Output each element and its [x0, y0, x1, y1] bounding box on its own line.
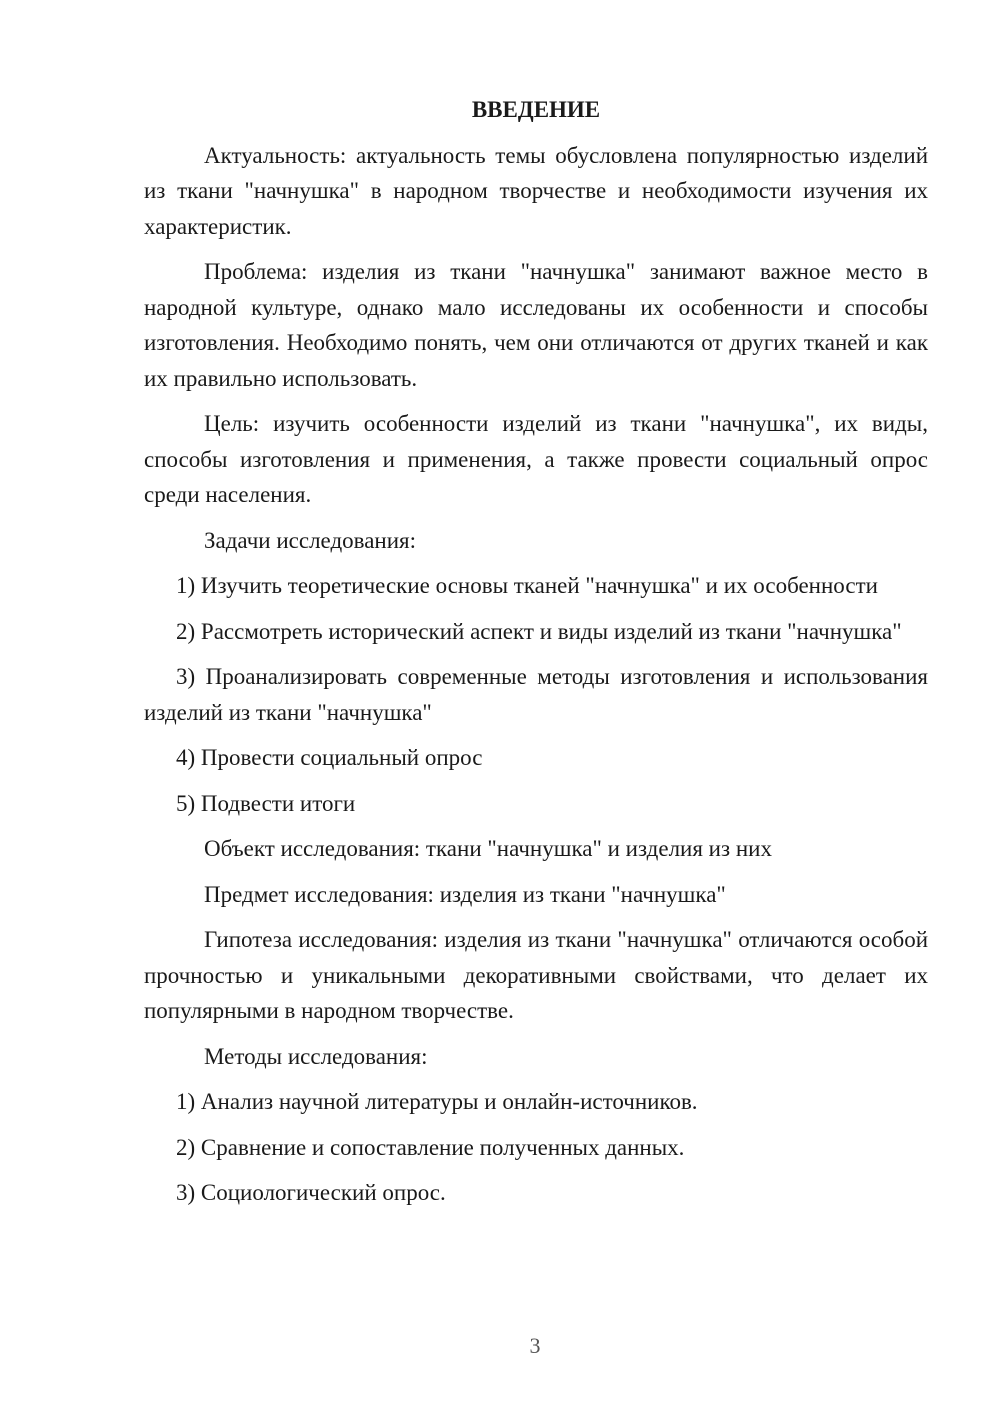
task-item-5: 5) Подвести итоги [176, 790, 356, 816]
paragraph-goal: Цель: изучить особенности изделий из ткани "начнушка", их виды, способы изготовления и применения, а также провести социальный опрос среди населения. [144, 411, 928, 507]
document-body [144, 92, 928, 1221]
paragraph-subject: Предмет исследования: изделия из ткани "начнушка" [204, 881, 726, 907]
paragraph-hypothesis: Гипотеза исследования: изделия из ткани "начнушка" отличаются особой прочностью и уникальными декоративными свойствами, что делает их популярными в народном творчестве. [144, 927, 928, 1023]
method-item-2: 2) Сравнение и сопоставление полученных данных. [176, 1134, 685, 1160]
paragraph-relevance: Актуальность: актуальность темы обусловлена популярностью изделий из ткани "начнушка" в народном творчестве и необходимости изучения их характеристик. [144, 142, 928, 239]
section-title: ВВЕДЕНИЕ [471, 97, 601, 122]
task-item-3: 3) Проанализировать современные методы изготовления и использования изделий из ткани "начнушка" [144, 664, 928, 725]
paragraph-object: Объект исследования: ткани "начнушка" и изделия из них [204, 836, 772, 861]
page-number: 3 [529, 1333, 541, 1358]
method-item-1: 1) Анализ научной литературы и онлайн-источников. [176, 1089, 698, 1114]
task-item-4: 4) Провести социальный опрос [176, 745, 483, 770]
task-item-2: 2) Рассмотреть исторический аспект и виды изделий из ткани "начнушка" [176, 618, 902, 644]
paragraph-tasks-heading: Задачи исследования: [204, 527, 417, 553]
method-item-3: 3) Социологический опрос. [176, 1180, 446, 1205]
paragraph-problem: Проблема: изделия из ткани "начнушка" занимают важное место в народной культуре, однако мало исследованы их особенности и способы изготовления. Необходимо понять, чем они отличаются от других тканей и как их правильно использовать. [144, 259, 928, 391]
paragraph-methods-heading: Методы исследования: [204, 1043, 428, 1069]
task-item-1: 1) Изучить теоретические основы тканей "начнушка" и их особенности [176, 573, 878, 598]
